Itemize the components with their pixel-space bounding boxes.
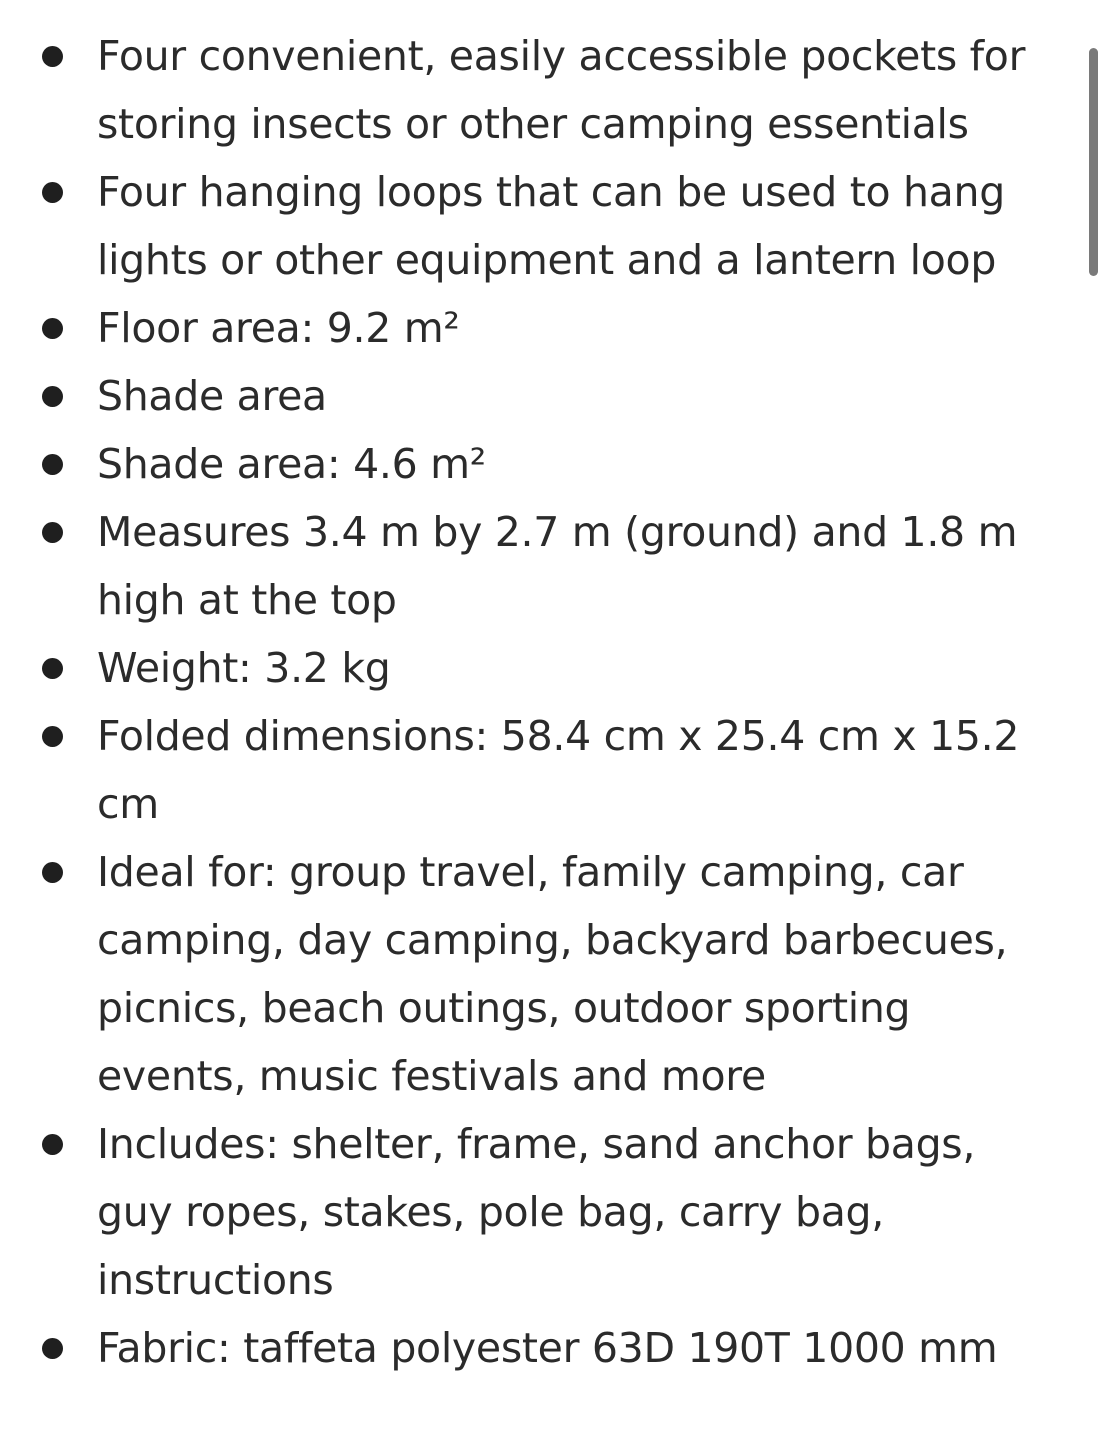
feature-text: Four hanging loops that can be used to hang lights or other equipment and a lantern loop	[97, 168, 1005, 284]
feature-text: Folded dimensions: 58.4 cm x 25.4 cm x 15.2 cm	[97, 712, 1020, 828]
bullet-icon	[42, 522, 63, 543]
feature-text: Fabric: taffeta polyester 63D 190T 1000 mm	[97, 1324, 998, 1372]
feature-item-ideal-for	[0, 838, 1060, 1110]
feature-text: Four convenient, easily accessible pockets for storing insects or other camping essentials	[97, 32, 1026, 148]
feature-text: Ideal for: group travel, family camping, car camping, day camping, backyard barbecues, picnics, beach outings, outdoor sporting events, music festivals and more	[97, 848, 1008, 1100]
bullet-icon	[42, 1134, 63, 1155]
feature-text: Measures 3.4 m by 2.7 m (ground) and 1.8 m high at the top	[97, 508, 1018, 624]
feature-item-folded-dimensions	[0, 702, 1060, 838]
feature-item-fabric	[0, 1314, 1060, 1382]
bullet-icon	[42, 182, 63, 203]
feature-item-pockets	[0, 22, 1060, 158]
feature-text: Shade area	[97, 372, 327, 420]
feature-text: Weight: 3.2 kg	[97, 644, 391, 692]
scrollbar-thumb[interactable]	[1089, 48, 1098, 276]
bullet-icon	[42, 658, 63, 679]
feature-item-includes	[0, 1110, 1060, 1314]
feature-text: Includes: shelter, frame, sand anchor bags, guy ropes, stakes, pole bag, carry bag, instructions	[97, 1120, 976, 1304]
feature-item-hanging-loops	[0, 158, 1060, 294]
feature-item-shade-area-heading	[0, 362, 1060, 430]
feature-item-shade-area	[0, 430, 1060, 498]
feature-text: Shade area: 4.6 m²	[97, 440, 486, 488]
feature-item-weight	[0, 634, 1060, 702]
bullet-icon	[42, 318, 63, 339]
bullet-icon	[42, 1338, 63, 1359]
bullet-icon	[42, 454, 63, 475]
feature-list	[0, 22, 1060, 1382]
bullet-icon	[42, 386, 63, 407]
bullet-icon	[42, 46, 63, 67]
bullet-icon	[42, 726, 63, 747]
feature-item-floor-area	[0, 294, 1060, 362]
feature-item-measures	[0, 498, 1060, 634]
feature-text: Floor area: 9.2 m²	[97, 304, 460, 352]
bullet-icon	[42, 862, 63, 883]
